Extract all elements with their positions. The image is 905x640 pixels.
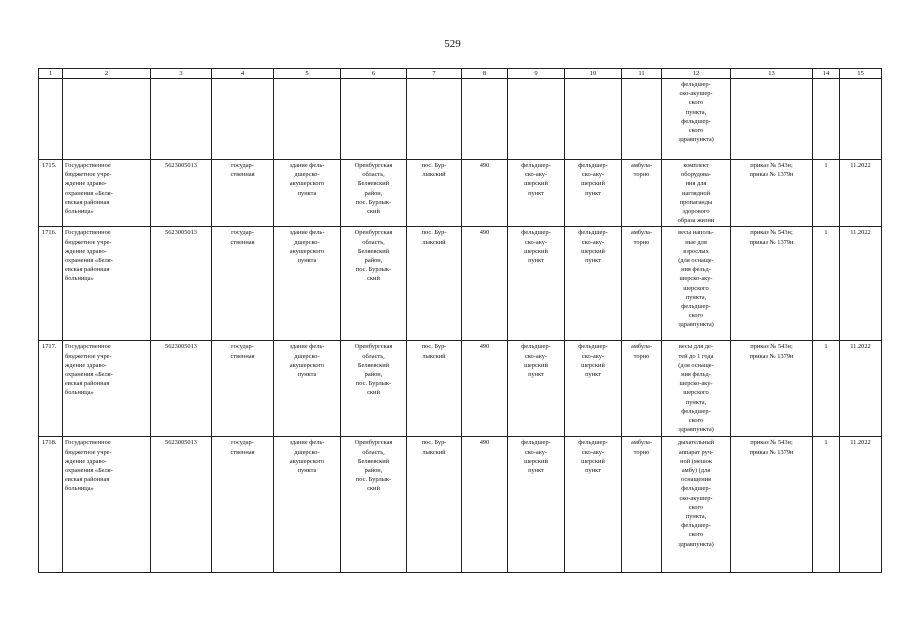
cell-line: фельдшер- bbox=[681, 117, 711, 125]
cell-line: здание фель- bbox=[289, 229, 325, 237]
cell-line: Государственное bbox=[65, 162, 111, 169]
cell-line: ственная bbox=[230, 171, 255, 179]
cell-line: шерский bbox=[581, 247, 605, 255]
cell-line: область, bbox=[362, 171, 385, 179]
cell-line: ско-аку- bbox=[524, 352, 548, 360]
quantity-cell: 1 bbox=[813, 227, 840, 341]
cell-line: ского bbox=[688, 127, 704, 135]
cell-line: здание фель- bbox=[289, 343, 325, 351]
organization-name-cell bbox=[63, 227, 151, 341]
cell-line: ско-аку- bbox=[524, 171, 548, 179]
cell-line: дшерско- bbox=[294, 171, 320, 179]
table-cell bbox=[731, 79, 813, 160]
cell-line: пункта bbox=[297, 189, 317, 197]
cell-line: ского bbox=[688, 99, 704, 107]
building-type-cell bbox=[274, 341, 341, 437]
cell-line: пос. Бур- bbox=[421, 162, 447, 169]
cell-line: ско-аку- bbox=[581, 352, 605, 360]
row-number-cell: 1717. bbox=[39, 341, 63, 437]
cell-line: охранения «Беля- bbox=[65, 189, 113, 197]
column-number: 12 bbox=[662, 69, 731, 79]
cell-line: ния для bbox=[685, 180, 707, 188]
cell-line: оснащения bbox=[681, 476, 711, 484]
ownership-form-cell bbox=[212, 160, 274, 227]
cell-line: больница» bbox=[65, 485, 94, 493]
inn-code-cell: 5623005013 bbox=[151, 160, 212, 227]
cell-line: Оренбургская bbox=[354, 162, 393, 169]
cell-line: пос. Бурлык- bbox=[355, 198, 392, 206]
column-number: 14 bbox=[813, 69, 840, 79]
cell-line: ско-аку- bbox=[524, 238, 548, 246]
cell-line: амбула- bbox=[631, 229, 652, 237]
population-cell: 490 bbox=[462, 341, 508, 437]
cell-line: образа жизни bbox=[677, 217, 715, 225]
table-cell bbox=[274, 79, 341, 160]
cell-line: лыкский bbox=[422, 352, 446, 360]
cell-line: амбула- bbox=[631, 439, 652, 447]
column-number: 15 bbox=[840, 69, 882, 79]
page-number: 529 bbox=[444, 38, 461, 50]
facility-unit-cell bbox=[565, 160, 622, 227]
cell-line: фельдшер- bbox=[681, 303, 711, 311]
facility-type-cell bbox=[508, 437, 565, 573]
cell-line: шерского bbox=[683, 389, 709, 397]
cell-line: ско-аку- bbox=[524, 448, 548, 456]
facility-type-cell bbox=[508, 160, 565, 227]
cell-line: ной (мешок bbox=[680, 457, 712, 465]
cell-line: фельдшер- bbox=[521, 439, 551, 447]
organization-name-cell bbox=[63, 437, 151, 573]
due-date-cell: 11.2022 bbox=[840, 341, 882, 437]
cell-line: область, bbox=[362, 238, 385, 246]
table-cell bbox=[508, 79, 565, 160]
cell-line: шерский bbox=[581, 361, 605, 369]
cell-line: ско-аку- bbox=[581, 238, 605, 246]
table-row bbox=[39, 227, 882, 341]
facility-type-cell bbox=[508, 227, 565, 341]
locality-cell bbox=[407, 160, 462, 227]
population-cell: 490 bbox=[462, 227, 508, 341]
cell-line: акушерского bbox=[289, 457, 325, 465]
organization-name-cell bbox=[63, 160, 151, 227]
order-reference-cell bbox=[731, 341, 813, 437]
cell-line: государ- bbox=[231, 162, 254, 169]
cell-line: пункт bbox=[585, 257, 601, 265]
cell-line: ско-аку- bbox=[581, 171, 605, 179]
cell-line: ственная bbox=[230, 238, 255, 246]
cell-line: ского bbox=[688, 417, 704, 425]
cell-line: взрослых bbox=[683, 247, 709, 255]
cell-line: ский bbox=[367, 275, 380, 283]
cell-line: амбу) (для bbox=[681, 467, 711, 475]
cell-line: пункт bbox=[585, 371, 601, 379]
order-reference-cell bbox=[731, 227, 813, 341]
cell-line: ского bbox=[688, 531, 704, 539]
cell-line: пос. Бур- bbox=[421, 343, 447, 351]
cell-line: фельдшер- bbox=[578, 343, 608, 351]
cell-line: бюджетное учре- bbox=[65, 171, 112, 179]
cell-line: лыкский bbox=[422, 171, 446, 179]
ownership-form-cell bbox=[212, 227, 274, 341]
cell-line: Беляевский bbox=[357, 361, 390, 369]
cell-line: (для оснаще- bbox=[678, 361, 714, 369]
cell-line: приказ № 1379н bbox=[749, 352, 794, 360]
cell-line: район, bbox=[364, 189, 383, 197]
cell-line: район, bbox=[364, 257, 383, 265]
cell-line: фельдшер- bbox=[681, 485, 711, 493]
cell-line: приказ № 543н; bbox=[750, 229, 793, 237]
due-date-cell: 11.2022 bbox=[840, 437, 882, 573]
cell-line: ные для bbox=[685, 238, 707, 246]
cell-line: акушерского bbox=[289, 180, 325, 188]
cell-line: пункта, bbox=[685, 108, 707, 116]
cell-line: здорового bbox=[682, 208, 710, 216]
cell-line: ский bbox=[367, 208, 380, 216]
column-number: 3 bbox=[151, 69, 212, 79]
care-form-cell bbox=[622, 437, 662, 573]
cell-line: Государственное bbox=[65, 343, 111, 351]
building-type-cell bbox=[274, 227, 341, 341]
locality-cell bbox=[407, 227, 462, 341]
cell-line: район, bbox=[364, 467, 383, 475]
building-type-cell bbox=[274, 160, 341, 227]
cell-line: фельдшер- bbox=[578, 229, 608, 237]
equipment-item-cell bbox=[662, 341, 731, 437]
cell-line: ждение здраво- bbox=[65, 247, 107, 255]
row-number-cell: 1718. bbox=[39, 437, 63, 573]
cell-line: Государственное bbox=[65, 439, 111, 447]
cell-line: фельдшер- bbox=[578, 439, 608, 447]
cell-line: пос. Бур- bbox=[421, 439, 447, 447]
cell-line: Оренбургская bbox=[354, 439, 393, 447]
cell-line: больница» bbox=[65, 208, 94, 216]
cell-line: государ- bbox=[231, 343, 254, 351]
cell-line: ния фельд- bbox=[681, 371, 711, 379]
cell-line: оборудова- bbox=[681, 171, 711, 179]
due-date-cell: 11.2022 bbox=[840, 227, 882, 341]
order-reference-cell bbox=[731, 160, 813, 227]
cell-line: фельдшер- bbox=[681, 522, 711, 530]
column-number: 9 bbox=[508, 69, 565, 79]
address-cell bbox=[341, 227, 407, 341]
cell-line: весы наполь- bbox=[678, 229, 714, 237]
cell-line: ского bbox=[688, 312, 704, 320]
cell-line: шерский bbox=[524, 180, 548, 188]
cell-line: ский bbox=[367, 485, 380, 493]
cell-line: ско-акушер- bbox=[679, 90, 713, 98]
cell-line: государ- bbox=[231, 229, 254, 237]
cell-line: шерский bbox=[524, 247, 548, 255]
cell-line: комплект bbox=[683, 162, 709, 169]
facility-unit-cell bbox=[565, 341, 622, 437]
care-form-cell bbox=[622, 341, 662, 437]
cell-line: приказ № 1379н bbox=[749, 238, 794, 246]
cell-line: фельдшер- bbox=[681, 407, 711, 415]
cell-line: Государственное bbox=[65, 229, 111, 237]
cell-line: пос. Бур- bbox=[421, 229, 447, 237]
cell-line: шерский bbox=[524, 457, 548, 465]
table-row bbox=[39, 160, 882, 227]
cell-line: приказ № 543н; bbox=[750, 439, 793, 447]
cell-line: фельдшер- bbox=[521, 162, 551, 169]
table-cell bbox=[622, 79, 662, 160]
cell-line: ско-аку- bbox=[581, 448, 605, 456]
cell-line: торно bbox=[633, 448, 650, 456]
cell-line: лыкский bbox=[422, 238, 446, 246]
row-number-cell: 1715. bbox=[39, 160, 63, 227]
column-number: 4 bbox=[212, 69, 274, 79]
cell-line: торно bbox=[633, 238, 650, 246]
cell-line: пункта, bbox=[685, 513, 707, 521]
cell-line: здание фель- bbox=[289, 162, 325, 169]
facility-unit-cell bbox=[565, 437, 622, 573]
cell-line: охранения «Беля- bbox=[65, 257, 113, 265]
cell-line: область, bbox=[362, 352, 385, 360]
table-cell bbox=[151, 79, 212, 160]
cell-line: здравпункта) bbox=[678, 540, 714, 548]
row-number-cell: 1716. bbox=[39, 227, 63, 341]
cell-line: больница» bbox=[65, 275, 94, 283]
cell-line: шерско-аку- bbox=[679, 275, 713, 283]
care-form-cell bbox=[622, 160, 662, 227]
cell-line: ждение здраво- bbox=[65, 361, 107, 369]
ownership-form-cell bbox=[212, 437, 274, 573]
column-number: 8 bbox=[462, 69, 508, 79]
column-number: 1 bbox=[39, 69, 63, 79]
address-cell bbox=[341, 437, 407, 573]
cell-line: фельдшер- bbox=[521, 229, 551, 237]
cell-line: пункт bbox=[528, 189, 544, 197]
cell-line: фельдшер- bbox=[578, 162, 608, 169]
cell-line: бюджетное учре- bbox=[65, 448, 112, 456]
cell-line: приказ № 1379н bbox=[749, 448, 794, 456]
cell-line: пункта, bbox=[685, 293, 707, 301]
cell-line: бюджетное учре- bbox=[65, 352, 112, 360]
continuation-item-cell bbox=[662, 79, 731, 160]
column-number: 10 bbox=[565, 69, 622, 79]
inn-code-cell: 5623005013 bbox=[151, 227, 212, 341]
cell-line: евская районная bbox=[65, 198, 110, 206]
cell-line: евская районная bbox=[65, 476, 110, 484]
cell-line: здравпункта) bbox=[678, 136, 714, 144]
cell-line: амбула- bbox=[631, 343, 652, 351]
cell-line: здравпункта) bbox=[678, 321, 714, 329]
cell-line: шерско-аку- bbox=[679, 380, 713, 388]
equipment-item-cell bbox=[662, 437, 731, 573]
cell-line: бюджетное учре- bbox=[65, 238, 112, 246]
cell-line: торно bbox=[633, 171, 650, 179]
population-cell: 490 bbox=[462, 437, 508, 573]
cell-line: Беляевский bbox=[357, 457, 390, 465]
cell-line: ского bbox=[688, 503, 704, 511]
cell-line: акушерского bbox=[289, 247, 325, 255]
population-cell: 490 bbox=[462, 160, 508, 227]
table-row bbox=[39, 341, 882, 437]
cell-line: пос. Бурлык- bbox=[355, 380, 392, 388]
table-cell bbox=[407, 79, 462, 160]
table-cell bbox=[813, 79, 840, 160]
cell-line: приказ № 543н; bbox=[750, 162, 793, 169]
cell-line: дшерско- bbox=[294, 352, 320, 360]
cell-line: приказ № 1379н bbox=[749, 171, 794, 179]
cell-line: евская районная bbox=[65, 380, 110, 388]
table-cell bbox=[39, 79, 63, 160]
cell-line: фельдшер- bbox=[521, 343, 551, 351]
cell-line: больница» bbox=[65, 389, 94, 397]
cell-line: здравпункта) bbox=[678, 426, 714, 434]
ownership-form-cell bbox=[212, 341, 274, 437]
cell-line: ский bbox=[367, 389, 380, 397]
cell-line: пункта bbox=[297, 257, 317, 265]
cell-line: лыкский bbox=[422, 448, 446, 456]
facility-unit-cell bbox=[565, 227, 622, 341]
cell-line: Оренбургская bbox=[354, 343, 393, 351]
cell-line: шерский bbox=[581, 180, 605, 188]
equipment-item-cell bbox=[662, 160, 731, 227]
due-date-cell: 11.2022 bbox=[840, 160, 882, 227]
quantity-cell: 1 bbox=[813, 160, 840, 227]
care-form-cell bbox=[622, 227, 662, 341]
cell-line: аппарат руч- bbox=[678, 448, 714, 456]
cell-line: дшерско- bbox=[294, 238, 320, 246]
quantity-cell: 1 bbox=[813, 341, 840, 437]
column-number: 11 bbox=[622, 69, 662, 79]
cell-line: область, bbox=[362, 448, 385, 456]
cell-line: акушерского bbox=[289, 361, 325, 369]
cell-line: здание фель- bbox=[289, 439, 325, 447]
cell-line: (для оснаще- bbox=[678, 257, 714, 265]
column-number: 2 bbox=[63, 69, 151, 79]
cell-line: пункта, bbox=[685, 398, 707, 406]
cell-line: евская районная bbox=[65, 266, 110, 274]
order-reference-cell bbox=[731, 437, 813, 573]
cell-line: тей до 1 года bbox=[678, 352, 714, 360]
table-cell bbox=[462, 79, 508, 160]
cell-line: Беляевский bbox=[357, 247, 390, 255]
column-number: 13 bbox=[731, 69, 813, 79]
table-cell bbox=[63, 79, 151, 160]
quantity-cell: 1 bbox=[813, 437, 840, 573]
equipment-item-cell bbox=[662, 227, 731, 341]
locality-cell bbox=[407, 341, 462, 437]
table-row bbox=[39, 437, 882, 573]
cell-line: ждение здраво- bbox=[65, 457, 107, 465]
cell-line: пункта bbox=[297, 371, 317, 379]
address-cell bbox=[341, 160, 407, 227]
cell-line: шерского bbox=[683, 284, 709, 292]
cell-line: охранения «Беля- bbox=[65, 371, 113, 379]
building-type-cell bbox=[274, 437, 341, 573]
locality-cell bbox=[407, 437, 462, 573]
cell-line: ственная bbox=[230, 352, 255, 360]
registry-table bbox=[38, 68, 882, 573]
cell-line: пос. Бурлык- bbox=[355, 476, 392, 484]
cell-line: охранения «Беля- bbox=[65, 467, 113, 475]
cell-line: весы для де- bbox=[679, 343, 713, 351]
inn-code-cell: 5623005013 bbox=[151, 341, 212, 437]
cell-line: Оренбургская bbox=[354, 229, 393, 237]
cell-line: пункт bbox=[585, 189, 601, 197]
cell-line: пункт bbox=[528, 257, 544, 265]
cell-line: дшерско- bbox=[294, 448, 320, 456]
cell-line: пункт bbox=[528, 371, 544, 379]
cell-line: амбула- bbox=[631, 162, 652, 169]
organization-name-cell bbox=[63, 341, 151, 437]
cell-line: ждение здраво- bbox=[65, 180, 107, 188]
table-cell bbox=[341, 79, 407, 160]
cell-line: фельдшер- bbox=[681, 81, 711, 88]
table-cell bbox=[565, 79, 622, 160]
cell-line: пункт bbox=[528, 467, 544, 475]
cell-line: Беляевский bbox=[357, 180, 390, 188]
table-cell bbox=[840, 79, 882, 160]
cell-line: приказ № 543н; bbox=[750, 343, 793, 351]
inn-code-cell: 5623005013 bbox=[151, 437, 212, 573]
column-number: 5 bbox=[274, 69, 341, 79]
column-number: 7 bbox=[407, 69, 462, 79]
cell-line: район, bbox=[364, 371, 383, 379]
cell-line: шерский bbox=[524, 361, 548, 369]
cell-line: пункт bbox=[585, 467, 601, 475]
cell-line: ния фельд- bbox=[681, 266, 711, 274]
cell-line: ско-акушер- bbox=[679, 494, 713, 502]
cell-line: пос. Бурлык- bbox=[355, 266, 392, 274]
address-cell bbox=[341, 341, 407, 437]
cell-line: ственная bbox=[230, 448, 255, 456]
cell-line: пункта bbox=[297, 467, 317, 475]
cell-line: шерский bbox=[581, 457, 605, 465]
cell-line: торно bbox=[633, 352, 650, 360]
cell-line: дыхательный bbox=[677, 439, 715, 447]
table-cell bbox=[212, 79, 274, 160]
column-number-row bbox=[39, 69, 882, 79]
cell-line: пропаганды bbox=[679, 198, 713, 206]
facility-type-cell bbox=[508, 341, 565, 437]
cell-line: государ- bbox=[231, 439, 254, 447]
column-number: 6 bbox=[341, 69, 407, 79]
cell-line: наглядной bbox=[682, 189, 710, 197]
continuation-row bbox=[39, 79, 882, 160]
